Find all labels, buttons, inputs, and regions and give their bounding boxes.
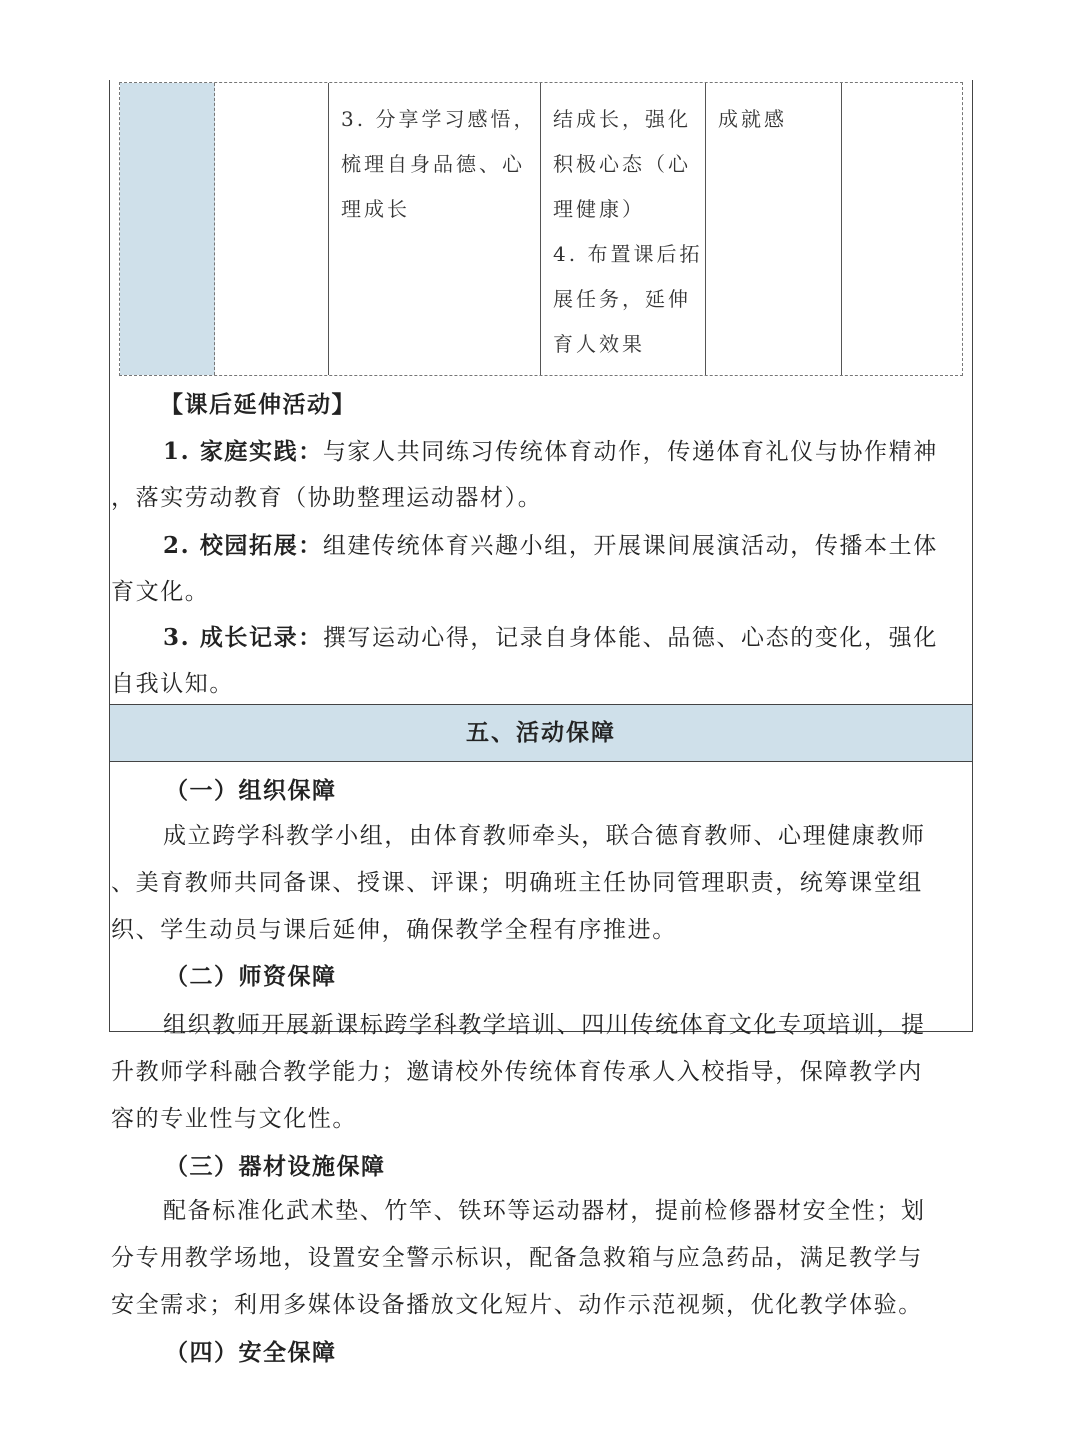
table-col-notes bbox=[842, 83, 964, 375]
after-class-item-3: 3. 成长记录：撰写运动心得，记录自身体能、品德、心态的变化，强化 自我认知。 bbox=[111, 624, 938, 697]
after-class-item-2: 2. 校园拓展：组建传统体育兴趣小组，开展课间展演活动，传播本土体 育文化。 bbox=[111, 532, 938, 605]
table-col-teacher-activity bbox=[541, 83, 706, 375]
after-class-item-1: 1. 家庭实践：与家人共同练习传统体育动作，传递体育礼仪与协作精神 ，落实劳动教育（协助整理运动器材）。 bbox=[111, 438, 938, 511]
table-col-stage bbox=[215, 83, 329, 375]
table-col-student-activity bbox=[329, 83, 541, 375]
after-class-heading: 【课后延伸活动】 bbox=[160, 391, 356, 418]
subsection-body-teachers: 组织教师开展新课标跨学科教学培训、四川传统体育文化专项培训，提 升教师学科融合教学能力；邀请校外传统体育传承人入校指导，保障教学内 容的专业性与文化性。 bbox=[111, 1012, 926, 1132]
cell-student-activity: 3. 分享学习感悟， 梳理自身品德、心 理成长 bbox=[341, 107, 537, 221]
subsection-title-organization: （一）组织保障 bbox=[165, 777, 337, 804]
subsection-title-teachers: （二）师资保障 bbox=[165, 963, 337, 990]
cell-teacher-activity: 结成长，强化 积极心态（心 理健康） 4. 布置课后拓 展任务，延伸 育人效果 bbox=[553, 107, 703, 356]
subsection-body-equipment: 配备标准化武术垫、竹竿、铁环等运动器材，提前检修器材安全性；划 分专用教学场地，设置安全警示标识，配备急救箱与应急药品，满足教学与 安全需求；利用多媒体设备播放文化短片、动作示范视频，优化教学体验。 bbox=[111, 1198, 926, 1318]
subsection-title-equipment: （三）器材设施保障 bbox=[165, 1153, 386, 1180]
subsection-body-organization: 成立跨学科教学小组，由体育教师牵头，联合德育教师、心理健康教师 、美育教师共同备课、授课、评课；明确班主任协同管理职责，统筹课堂组 织、学生动员与课后延伸，确保教学全程有序推进。 bbox=[111, 823, 926, 943]
table-col-goal bbox=[706, 83, 842, 375]
cell-goal: 成就感 bbox=[718, 107, 787, 131]
section-title: 五、活动保障 bbox=[110, 704, 972, 762]
table-col-category bbox=[120, 83, 215, 375]
subsection-title-safety: （四）安全保障 bbox=[165, 1339, 337, 1366]
lesson-table bbox=[119, 82, 963, 376]
